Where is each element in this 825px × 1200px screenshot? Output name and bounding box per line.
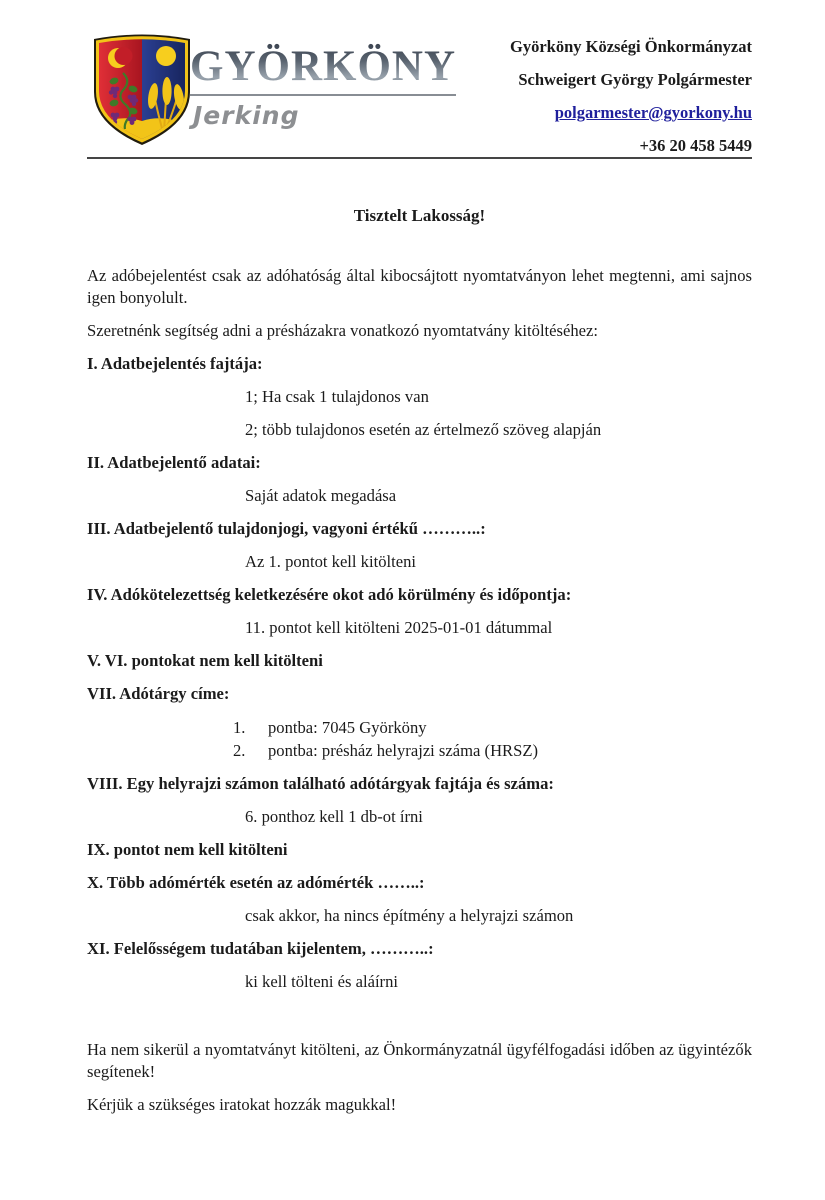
logo [190,42,456,130]
section-heading: X. Több adómérték esetén az adómérték ……..: [87,873,425,892]
intro-paragraph: Szeretnénk segítség adni a présházakra vonatkozó nyomtatvány kitöltéséhez: [87,321,598,340]
section-note: Az 1. pontot kell kitölteni [245,552,416,571]
section-note: 11. pontot kell kitölteni 2025-01-01 dátummal [245,618,553,637]
contact-block [510,38,752,170]
section-note: Saját adatok megadása [245,486,397,505]
email-link[interactable]: polgarmester@gyorkony.hu [554,103,752,122]
gyorkony-coat-of-arms-icon [87,29,197,149]
phone-number: +36 20 458 5449 [639,136,752,155]
closing-paragraph: Kérjük a szükséges iratokat hozzák magukkal! [87,1095,397,1114]
ordered-item [87,739,752,762]
letter-title: Tisztelt Lakosság! [353,206,486,225]
section-heading: VII. Adótárgy címe: [87,684,230,703]
section-heading: V. VI. pontokat nem kell kitölteni [87,651,323,670]
closing-paragraph: Ha nem sikerül a nyomtatványt kitölteni, az Önkormányzatnál ügyfélfogadási időben az ügyintézők segítenek! [87,1040,752,1081]
intro-paragraph: Az adóbejelentést csak az adóhatóság által kibocsájtott nyomtatványon lehet megtenni, ami sajnos igen bonyolult. [87,266,752,307]
org-name: Györköny Községi Önkormányzat [510,37,752,56]
section-heading: III. Adatbejelentő tulajdonjogi, vagyoni értékű ………..: [87,519,486,538]
section-heading: XI. Felelősségem tudatában kijelentem, ………..: [87,939,434,958]
section-note: csak akkor, ha nincs építmény a helyrajzi számon [245,906,574,925]
section-heading: II. Adatbejelentő adatai: [87,453,261,472]
mayor-name: Schweigert György Polgármester [518,70,752,89]
section-note: 1; Ha csak 1 tulajdonos van [245,387,429,406]
section-note: 2; több tulajdonos esetén az értelmező szöveg alapján [245,420,602,439]
section-note: ki kell tölteni és aláírni [245,972,398,991]
ordered-item-marker: 1. [233,718,246,737]
logo-subtitle: Jerking [193,101,300,131]
section-heading: IX. pontot nem kell kitölteni [87,840,288,859]
section-heading: I. Adatbejelentés fajtája: [87,354,263,373]
ordered-item-text: pontba: présház helyrajzi száma (HRSZ) [268,741,539,760]
logo-title: GYÖRKÖNY [190,43,456,90]
coat-of-arms [87,29,197,149]
letter-body [87,195,752,1127]
header-divider [87,157,752,159]
intro-paragraphs [87,265,752,342]
closing-paragraphs [87,1039,752,1116]
section-note: 6. ponthoz kell 1 db-ot írni [245,807,423,826]
ordered-item-text: pontba: 7045 Györköny [268,718,427,737]
section-heading: IV. Adókötelezettség keletkezésére okot adó körülmény és időpontja: [87,585,572,604]
section-heading: VIII. Egy helyrajzi számon található adótárgyak fajtája és száma: [87,774,554,793]
logo-underline [190,94,456,96]
sections [87,353,752,993]
ordered-item [87,716,752,739]
ordered-item-marker: 2. [233,741,246,760]
section-ordered-list [87,716,752,762]
